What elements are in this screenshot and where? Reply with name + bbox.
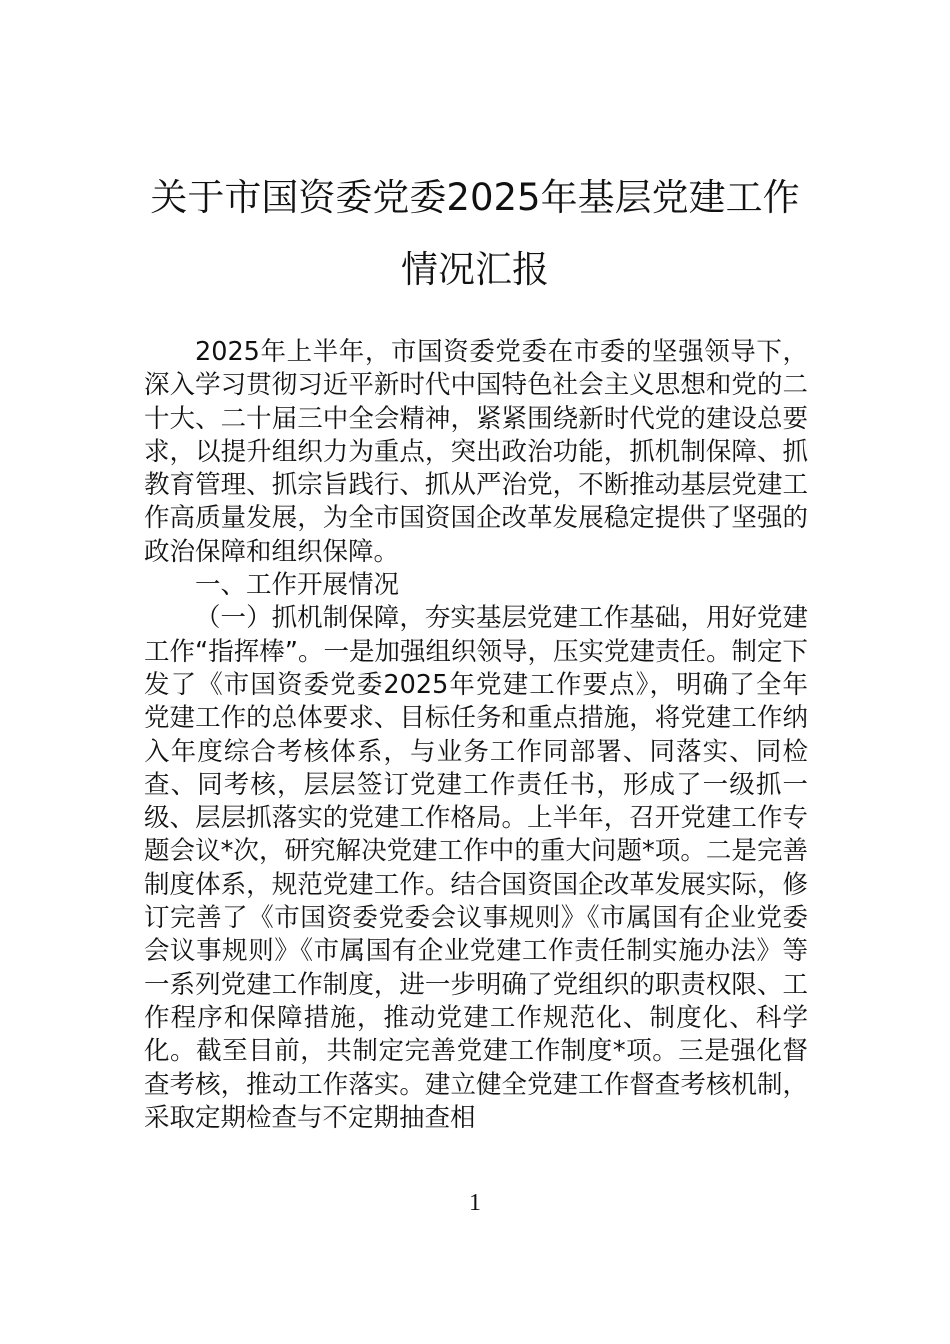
page-number: 1 — [469, 1190, 481, 1216]
intro-paragraph: 2025年上半年，市国资委党委在市委的坚强领导下，深入学习贯彻习近平新时代中国特色社会主义思想和党的二十大、二十届三中全会精神，紧紧围绕新时代党的建设总要求，以提升组织力为重点，突出政治功能，抓机制保障、抓教育管理、抓宗旨践行、抓从严治党，不断推动基层党建工作高质量发展，为全市国资国企改革发展稳定提供了坚强的政治保障和组织保障。 — [144, 337, 808, 567]
section-heading: 一、工作开展情况 — [195, 570, 400, 601]
document-title: 关于市国资委党委2025年基层党建工作情况汇报 — [150, 176, 800, 291]
document-body — [144, 336, 808, 1135]
section-paragraph: （一）抓机制保障，夯实基层党建工作基础，用好党建工作“指挥棒”。一是加强组织领导，压实党建责任。制定下发了《市国资委党委2025年党建工作要点》，明确了全年党建工作的总体要求、目标任务和重点措施，将党建工作纳入年度综合考核体系，与业务工作同部署、同落实、同检查、同考核，层层签订党建工作责任书，形成了一级抓一级、层层抓落实的党建工作格局。上半年，召开党建工作专题会议*次，研究解决党建工作中的重大问题*项。二是完善制度体系，规范党建工作。结合国资国企改革发展实际，修订完善了《市国资委党委会议事规则》《市属国有企业党委会议事规则》《市属国有企业党建工作责任制实施办法》等一系列党建工作制度，进一步明确了党组织的职责权限、工作程序和保障措施，推动党建工作规范化、制度化、科学化。截至目前，共制定完善党建工作制度*项。三是强化督查考核，推动工作落实。建立健全党建工作督查考核机制，采取定期检查与不定期抽查相 — [144, 603, 808, 1133]
